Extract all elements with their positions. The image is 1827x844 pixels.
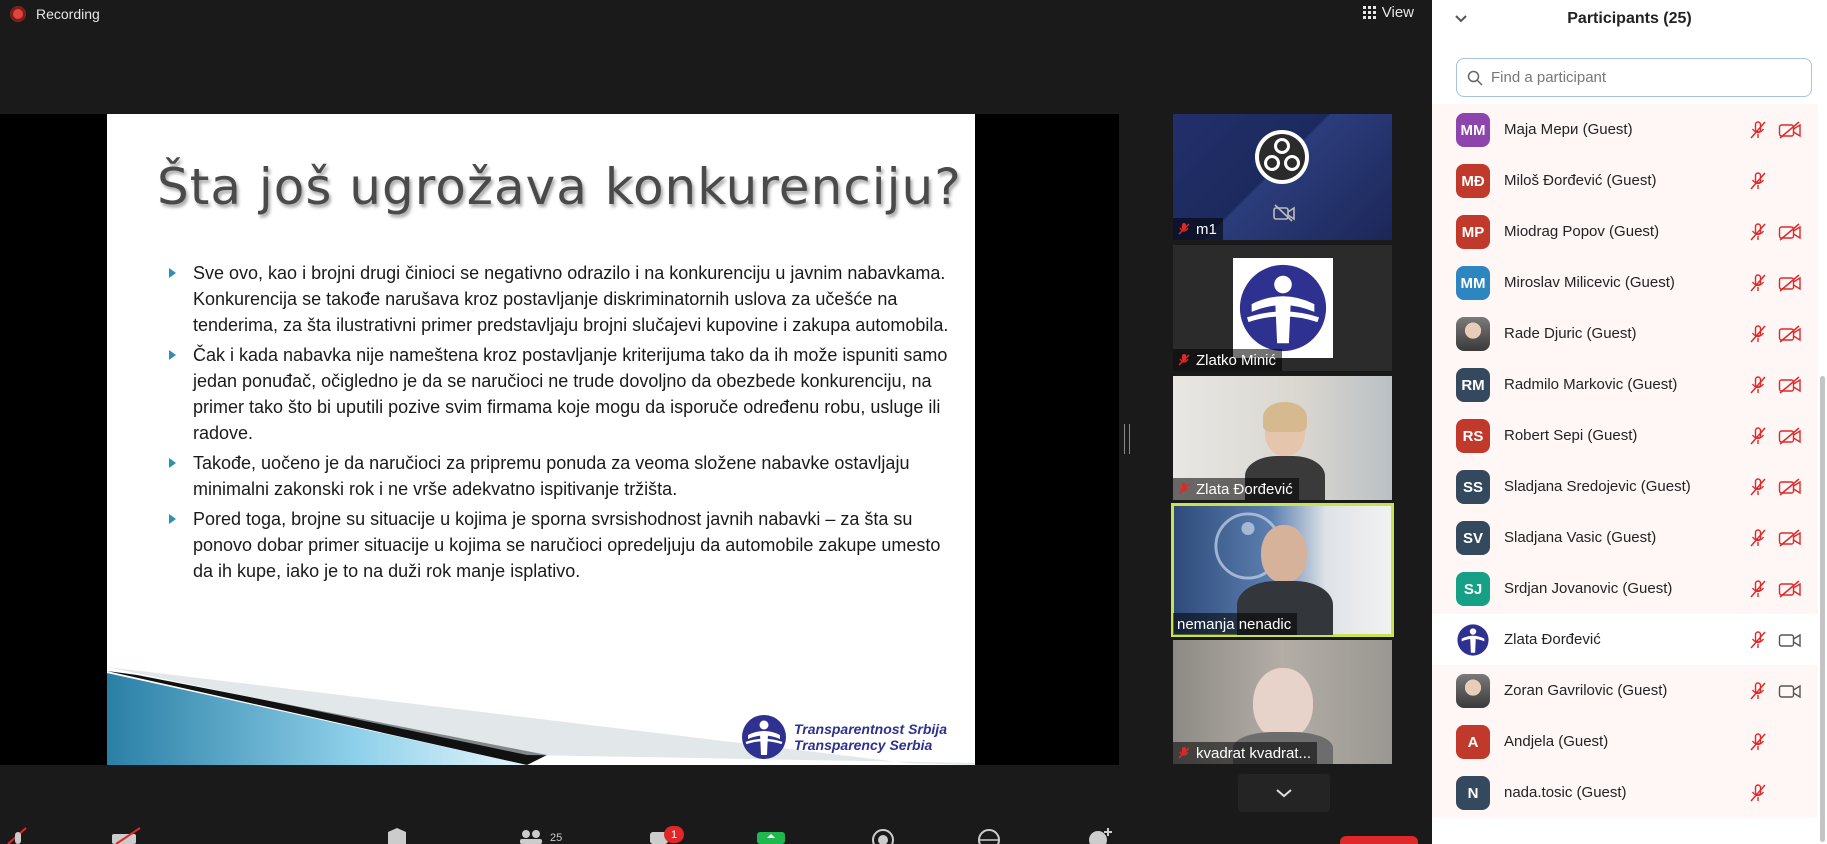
video-off-icon[interactable] (1778, 120, 1802, 140)
avatar-initials: MM (1460, 121, 1486, 139)
avatar-initials: N (1467, 784, 1479, 802)
avatar-photo (1456, 317, 1490, 351)
participant-row[interactable] (1432, 665, 1818, 716)
video-on-icon[interactable] (1778, 681, 1802, 701)
mic-muted-icon[interactable] (1748, 324, 1768, 344)
mic-muted-icon[interactable] (1748, 630, 1768, 650)
participant-row[interactable] (1432, 410, 1818, 461)
search-icon (1467, 70, 1483, 86)
mic-muted-icon[interactable] (1748, 273, 1768, 293)
avatar-photo (1456, 674, 1490, 708)
top-bar (0, 0, 1432, 30)
mic-muted-icon[interactable] (1748, 579, 1768, 599)
mic-muted-icon (1177, 482, 1191, 496)
transparency-logo-icon (740, 713, 788, 761)
avatar (1456, 521, 1490, 555)
avatar (1456, 419, 1490, 453)
slide-bullet: Takođe, uočeno je da naručioci za pripremu ponuda za veoma složene nabavke ostavljaju minimalni zakonski rok i ne vrše adekvatno ispitivanje tržišta. (169, 450, 949, 502)
participant-row[interactable] (1432, 512, 1818, 563)
participant-row[interactable] (1432, 308, 1818, 359)
slide-bullet: Sve ovo, kao i brojni drugi činioci se negativno odrazilo i na konkurenciju u javnim nabavkama. Konkurencija se takođe narušava kroz postavljanje diskriminatornih uslova za učešće na tenderima, za šta ilustrativni primer predstavljaju brojni slučajevi kupovine i zakupa automobila. (169, 260, 949, 338)
avatar (1456, 113, 1490, 147)
participant-row[interactable] (1432, 767, 1818, 818)
mic-muted-icon[interactable] (1748, 681, 1768, 701)
logo-line-2: Transparency Serbia (793, 737, 933, 753)
participant-search[interactable] (1456, 58, 1812, 97)
person-hair (1263, 402, 1307, 432)
gallery-scroll-down-button[interactable] (1238, 774, 1330, 812)
participant-row[interactable] (1432, 614, 1818, 665)
participants-count: 25 (550, 832, 563, 844)
video-tile-name (1173, 218, 1223, 240)
video-tile-name (1173, 742, 1317, 764)
person-video (1261, 525, 1307, 583)
reactions-icon[interactable] (1086, 826, 1114, 844)
participant-row[interactable] (1432, 155, 1818, 206)
share-screen-button-icon[interactable] (756, 826, 786, 844)
video-off-icon[interactable] (1778, 579, 1802, 599)
video-tile[interactable] (1173, 640, 1392, 764)
participants-title: Participants (25) (1567, 10, 1692, 27)
participant-list (1432, 104, 1818, 818)
participant-name: Radmilo Markovic (Guest) (1504, 376, 1678, 393)
stop-video-button-icon[interactable] (110, 826, 146, 844)
person-video (1253, 668, 1313, 740)
avatar-initials: RM (1461, 376, 1485, 394)
avatar-image (1233, 258, 1333, 358)
video-tile[interactable] (1173, 114, 1392, 240)
avatar (1456, 368, 1490, 402)
participant-name: kvadrat kvadrat... (1196, 744, 1312, 762)
participant-name: Sladjana Sredojevic (Guest) (1504, 478, 1691, 495)
shared-screen[interactable] (0, 114, 1119, 765)
logo-line-1: Transparentnost Srbija (793, 721, 947, 737)
participant-name: m1 (1196, 220, 1217, 238)
record-icon (10, 6, 26, 22)
obs-logo-icon (1254, 129, 1310, 185)
avatar (1456, 674, 1490, 708)
participant-name: Zoran Gavrilovic (Guest) (1504, 682, 1668, 699)
recording-indicator[interactable] (10, 6, 100, 22)
participant-name: nada.tosic (Guest) (1504, 784, 1627, 801)
avatar-initials: SV (1462, 529, 1483, 547)
participant-name: Rade Djuric (Guest) (1504, 325, 1637, 342)
mic-muted-icon[interactable] (1748, 222, 1768, 242)
video-on-icon[interactable] (1778, 630, 1802, 650)
participant-name: Miodrag Popov (Guest) (1504, 223, 1660, 240)
chevron-down-icon (1275, 788, 1293, 798)
video-off-icon[interactable] (1778, 222, 1802, 242)
video-off-icon[interactable] (1778, 528, 1802, 548)
participants-panel (1432, 0, 1827, 844)
mic-muted-icon[interactable] (1748, 426, 1768, 446)
transparency-logo-icon (1236, 261, 1330, 355)
avatar (1456, 164, 1490, 198)
video-off-icon[interactable] (1778, 426, 1802, 446)
video-off-icon (1273, 204, 1295, 222)
end-meeting-button[interactable] (1340, 836, 1418, 844)
mic-muted-icon[interactable] (1748, 732, 1768, 752)
participant-name: Srdjan Jovanovic (Guest) (1504, 580, 1673, 597)
meeting-toolbar (0, 826, 1432, 844)
avatar-initials: MP (1461, 223, 1485, 241)
video-tile-active-speaker[interactable] (1173, 505, 1392, 635)
avatar-initials: MĐ (1461, 172, 1485, 190)
mic-muted-icon (1177, 222, 1191, 236)
video-off-icon[interactable] (1778, 273, 1802, 293)
participant-name: Miloš Đorđević (Guest) (1504, 172, 1657, 189)
mic-muted-icon[interactable] (1748, 171, 1768, 191)
participant-row[interactable] (1432, 461, 1818, 512)
participant-row[interactable] (1432, 206, 1818, 257)
avatar (1456, 725, 1490, 759)
resize-handle[interactable] (1124, 424, 1130, 454)
participant-row[interactable] (1432, 359, 1818, 410)
slide-bullet: Čak i kada nabavka nije nameštena kroz postavljanje kriterijuma tako da ih može ispuniti samo jedan ponuđač, očigledno je da se naručioci ne trude dovoljno da obezbede konkurenciju, na primer tako što bi uputili pozive svim firmama koje mogu da isporuče određenu robu, usluge ili radove. (169, 342, 949, 446)
security-shield-icon[interactable] (386, 826, 408, 844)
slide-bullet-list (169, 260, 949, 588)
participant-row[interactable] (1432, 716, 1818, 767)
chat-unread-badge: 1 (664, 826, 684, 843)
transparency-logo-icon (1456, 623, 1490, 657)
avatar (1456, 572, 1490, 606)
avatar (1456, 470, 1490, 504)
breakout-rooms-icon[interactable] (976, 826, 1002, 844)
participants-header (1432, 0, 1827, 38)
avatar (1456, 623, 1490, 657)
record-button-icon[interactable] (870, 826, 896, 844)
transparency-serbia-logo (740, 713, 947, 761)
participants-button-icon[interactable] (516, 826, 546, 844)
participant-name: Maja Мери (Guest) (1504, 121, 1633, 138)
participant-name: Andjela (Guest) (1504, 733, 1609, 750)
grid-icon (1363, 6, 1376, 19)
avatar-initials: RS (1462, 427, 1484, 445)
mic-muted-icon[interactable] (1748, 477, 1768, 497)
video-off-icon[interactable] (1778, 375, 1802, 395)
avatar (1456, 266, 1490, 300)
participant-name: Miroslav Milicevic (Guest) (1504, 274, 1675, 291)
video-tile-name (1173, 613, 1297, 635)
view-label: View (1381, 4, 1414, 21)
video-tile-name (1173, 349, 1282, 371)
participant-name: Robert Sepi (Guest) (1504, 427, 1638, 444)
slide-bullet: Pored toga, brojne su situacije u kojima je sporna svrsishodnost javnih nabavki – za šta su ponovo dobar primer situacije u kojima se naručioci opredeljuju da automobile zakupe umesto da ih kupe, iako je to na duži rok manje isplativo. (169, 506, 949, 584)
video-off-icon[interactable] (1778, 324, 1802, 344)
panel-scrollbar[interactable] (1820, 376, 1825, 842)
participant-name: Zlata Đorđević (1504, 631, 1601, 648)
mic-muted-icon (1177, 353, 1191, 367)
participant-name: nemanja nenadic (1177, 615, 1292, 633)
participant-row[interactable] (1432, 257, 1818, 308)
search-input[interactable] (1491, 69, 1791, 86)
avatar-initials: SS (1462, 478, 1483, 496)
mic-muted-icon[interactable] (1748, 783, 1768, 803)
participant-name: Zlatko Minić (1196, 351, 1277, 369)
view-button[interactable] (1363, 4, 1414, 21)
mic-muted-icon[interactable] (1748, 528, 1768, 548)
avatar (1456, 215, 1490, 249)
video-tile-name (1173, 478, 1299, 500)
avatar (1456, 317, 1490, 351)
video-tile[interactable] (1173, 376, 1392, 500)
mic-muted-icon (1177, 746, 1191, 760)
mute-button-icon[interactable] (4, 826, 32, 844)
mic-muted-icon[interactable] (1748, 120, 1768, 140)
avatar-initials: MM (1460, 274, 1486, 292)
participant-name: Zlata Đorđević (1196, 480, 1293, 498)
avatar-initials: SJ (1463, 580, 1483, 598)
participant-row[interactable] (1432, 104, 1818, 155)
video-off-icon[interactable] (1778, 477, 1802, 497)
recording-label: Recording (36, 6, 100, 22)
avatar-initials: A (1467, 733, 1479, 751)
avatar (1456, 776, 1490, 810)
participant-name: Sladjana Vasic (Guest) (1504, 529, 1657, 546)
chevron-down-icon[interactable] (1454, 12, 1468, 26)
slide-title: Šta još ugrožava konkurenciju? (157, 158, 962, 216)
mic-muted-icon[interactable] (1748, 375, 1768, 395)
video-tile[interactable] (1173, 245, 1392, 371)
presentation-slide (107, 114, 975, 765)
participant-row[interactable] (1432, 563, 1818, 614)
